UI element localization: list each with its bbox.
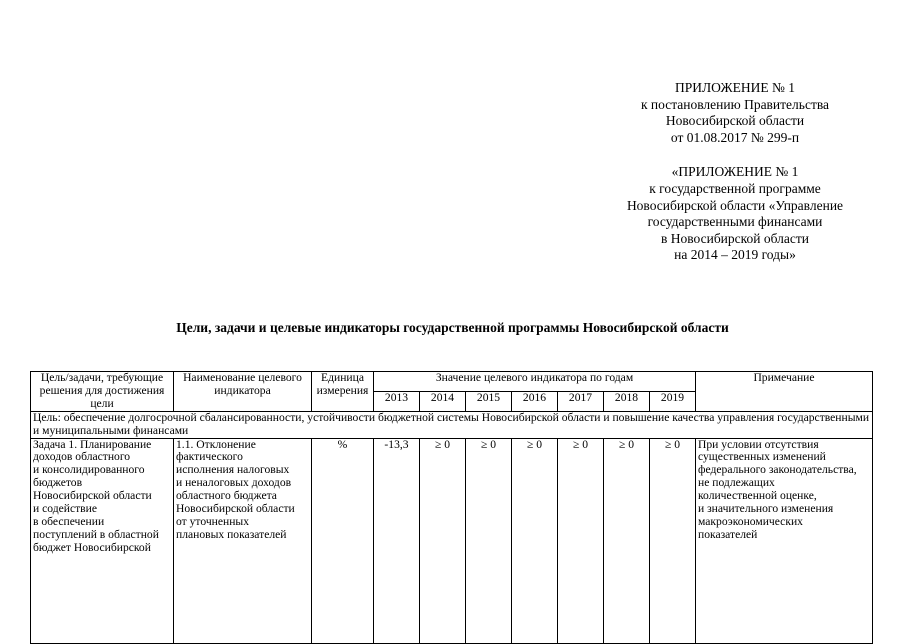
program-line: «ПРИЛОЖЕНИЕ № 1 <box>671 164 799 180</box>
header-values-by-year: Значение целевого индикатора по годам <box>374 372 696 392</box>
task-row <box>31 438 873 643</box>
header-year: 2014 <box>420 391 466 411</box>
note-cell: При условии отсутствия существенных изменений федерального законодательства, не подлежащих количественной оценке, и значительного изменения макроэкономических показателей <box>696 438 873 643</box>
header-goal: Цель/задачи, требующие решения для достижения цели <box>31 372 174 412</box>
goal-cell: Цель: обеспечение долгосрочной сбалансированности, устойчивости бюджетной системы Новосибирской области и повышение качества управления государственными и муниципальными финансами <box>31 411 873 438</box>
header-year: 2016 <box>512 391 558 411</box>
appendix-header <box>560 80 905 264</box>
value-cell: ≥ 0 <box>650 438 696 643</box>
unit-cell: % <box>312 438 374 643</box>
header-row <box>31 372 873 392</box>
header-year: 2018 <box>604 391 650 411</box>
header-year: 2019 <box>650 391 696 411</box>
program-line: государственными финансами <box>647 214 823 230</box>
header-year: 2013 <box>374 391 420 411</box>
program-line: к государственной программе <box>649 180 821 196</box>
indicator-cell: 1.1. Отклонение фактического исполнения налоговых и неналоговых доходов областного бюджета Новосибирской области от уточненных плановых показателей <box>174 438 312 643</box>
value-cell: -13,3 <box>374 438 420 643</box>
value-cell: ≥ 0 <box>558 438 604 643</box>
appendix-line: от 01.08.2017 № 299-п <box>670 129 800 145</box>
value-cell: ≥ 0 <box>466 438 512 643</box>
header-note: Примечание <box>696 372 873 412</box>
header-year: 2015 <box>466 391 512 411</box>
spacer <box>560 146 905 164</box>
program-line: в Новосибирской области <box>660 230 810 246</box>
program-line: на 2014 – 2019 годы» <box>674 247 796 263</box>
program-line: Новосибирской области «Управление <box>626 197 844 213</box>
header-unit: Единица измерения <box>312 372 374 412</box>
task-cell: Задача 1. Планирование доходов областного и консолидированного бюджетов Новосибирской области и содействие в обеспечении поступлений в областной бюджет Новосибирской <box>31 438 174 643</box>
appendix-line: ПРИЛОЖЕНИЕ № 1 <box>674 80 796 95</box>
goal-row <box>31 411 873 438</box>
value-cell: ≥ 0 <box>604 438 650 643</box>
indicators-table <box>30 371 873 644</box>
appendix-line: Новосибирской области <box>665 113 805 129</box>
appendix-line: к постановлению Правительства <box>640 96 830 112</box>
header-indicator: Наименование целевого индикатора <box>174 372 312 412</box>
value-cell: ≥ 0 <box>512 438 558 643</box>
value-cell: ≥ 0 <box>420 438 466 643</box>
document-title: Цели, задачи и целевые индикаторы государственной программы Новосибирской области <box>176 320 729 335</box>
header-year: 2017 <box>558 391 604 411</box>
